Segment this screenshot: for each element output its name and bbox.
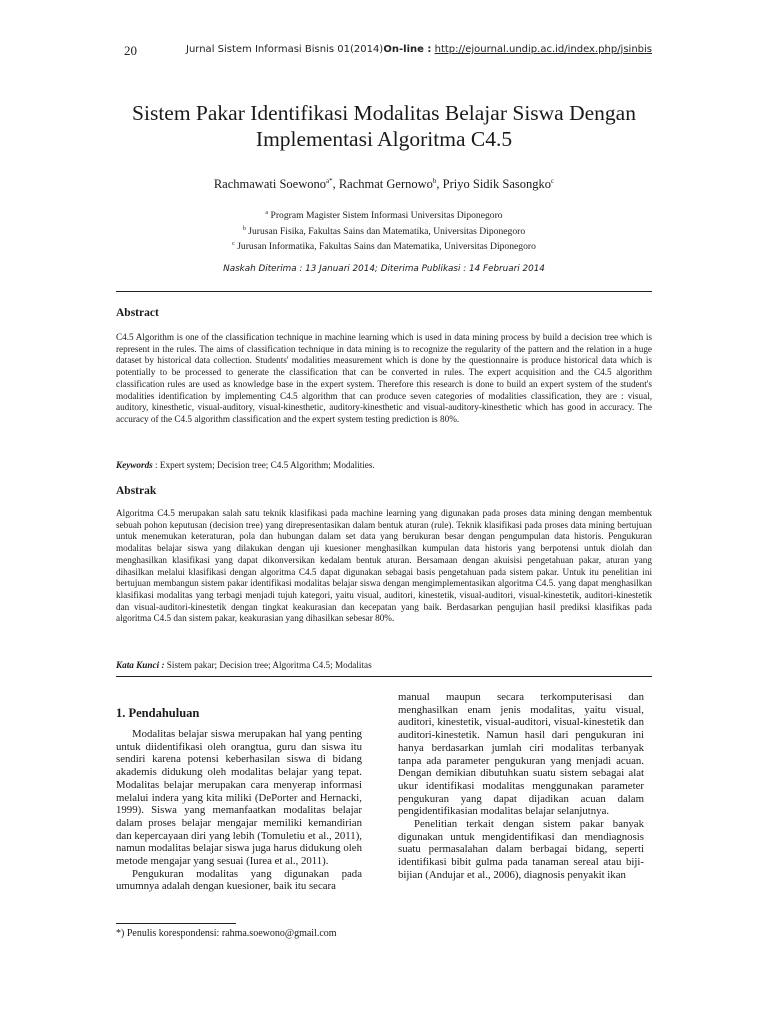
- paper-title: [100, 100, 668, 152]
- right-paragraph-1: manual maupun secara terkomputerisasi dan menghasilkan enam jenis modalitas, yaitu visual, auditori, kinestetik, visual-auditori, visual-kinestetik dan auditori-kinestetik. Namun hasil dari pengukuran ini hanya berdasarkan jumlah ciri modalitas terbanyak tanpa ada parameter pengukuran yang menjadi acuan. Dengan demikian dibutuhkan suatu sistem sebagai alat ukur identifikasi modalitas menggunakan parameter pengukuran yang dapat dijadikan acuan dalam pengidentifikasian modalitas belajar selanjutnya.: [398, 691, 644, 818]
- affiliations: [100, 207, 668, 254]
- affiliation-b: $^b$ Jurusan Fisika, Fakultas Sains dan Matematika, Universitas Diponegoro: [242, 225, 526, 237]
- author-list: [100, 177, 668, 192]
- divider-bottom: [116, 676, 652, 677]
- author-3: , Priyo Sidik Sasongko: [436, 177, 552, 192]
- keywords-text: : Expert system; Decision tree; C4.5 Algorithm; Modalities.: [152, 460, 375, 470]
- title-line-1: Sistem Pakar Identifikasi Modalitas Belajar Siswa Dengan: [132, 101, 636, 125]
- left-paragraph-1: Modalitas belajar siswa merupakan hal yang penting untuk diidentifikasi oleh orangtua, guru dan siswa itu sendiri karena potensi keberhasilan siswa di bidang akademis didukung oleh modalitas belajar yang tepat. Modalitas belajar merupakan cara menyerap informasi melalui indera yang kita miliki (DePorter and Hernacki, 1999). Siswa yang memanfaatkan modalitas belajar dalam proses belajar mengajar memiliki kemandirian dan kepercayaan diri yang lebih (Tomuletiu et al., 2011), namun modalitas belajar siswa juga harus didukung oleh metode mengajar yang sesuai (Iurea et al., 2011).: [116, 728, 362, 868]
- author-2: , Rachmat Gernowo: [332, 177, 433, 192]
- journal-name: Jurnal Sistem Informasi Bisnis 01(2014): [186, 44, 384, 55]
- abstract-heading: Abstract: [116, 307, 159, 319]
- online-info: [383, 44, 652, 55]
- divider-top: [116, 291, 652, 292]
- author-2-sup: b: [432, 177, 437, 185]
- online-label: On-line :: [383, 44, 432, 55]
- page-number: 20: [124, 43, 137, 58]
- affiliation-a: $^a$ Program Magister Sistem Informasi Universitas Diponegoro: [265, 210, 503, 222]
- running-header: [116, 44, 652, 60]
- left-column: [116, 728, 362, 893]
- keywords: [116, 460, 652, 470]
- author-3-sup: c: [551, 177, 555, 185]
- right-column: [398, 691, 644, 882]
- title-line-2: Implementasi Algoritma C4.5: [255, 127, 513, 151]
- footnote: *) Penulis korespondensi: rahma.soewono@gmail.com: [116, 928, 337, 939]
- submission-dates: Naskah Diterima : 13 Januari 2014; Diterima Publikasi : 14 Februari 2014: [223, 264, 545, 274]
- kata-kunci-text: Sistem pakar; Decision tree; Algoritma C4.5; Modalitas: [164, 660, 372, 670]
- kata-kunci: [116, 660, 652, 670]
- footnote-rule: [116, 923, 236, 924]
- keywords-label: Keywords: [116, 460, 153, 470]
- abstract-text: C4.5 Algorithm is one of the classification technique in machine learning which is used in data mining process by build a decision tree which is represent in the rules. The aims of classification technique in data mining is to recognize the regularity of the pattern and the relation in a huge dataset by historical data collection. Students' modalities measurement which is done by the questionnaire is produce historical data which is potentially to be processed to generate the classification that can be converted in rules. The expert acquisition and the C4.5 algorithm classification rules are used as knowledge base in the expert system. Therefore this research is done to build an expert system of the student's modalities identification by implementing C4.5 algorithm that can produce seven categories of modalities classification, they are : visual, auditory, kinesthetic, visual-auditory, visual-kinesthetic, auditory-kinesthetic and visual-auditory-kinesthetic which has good in accuracy. The accuracy of the C4.5 algorithm classification and the expert system testing prediction is 80%.: [116, 332, 652, 424]
- author-1-sup: a*: [325, 177, 333, 185]
- author-1: Rachmawati Soewono: [213, 177, 326, 192]
- abstrak-heading: Abstrak: [116, 485, 157, 497]
- section-heading-pendahuluan: 1. Pendahuluan: [116, 706, 200, 720]
- journal-url-link[interactable]: http://ejournal.undip.ac.id/index.php/jsinbis: [434, 44, 652, 55]
- affiliation-c: $^c$ Jurusan Informatika, Fakultas Sains dan Matematika, Universitas Diponegoro: [232, 241, 536, 253]
- left-paragraph-2: Pengukuran modalitas yang digunakan pada umumnya adalah dengan kuesioner, baik itu secara: [116, 867, 362, 893]
- abstrak-text: Algoritma C4.5 merupakan salah satu teknik klasifikasi pada machine learning yang digunakan pada proses data mining dengan membentuk sebuah pohon keputusan (decision tree) yang direpresentasikan dalam bentuk aturan (rule). Teknik klasifikasi pada proses data mining bertujuan untuk menemukan keteraturan, pola dan hubungan dalam set data yang berukuran besar dengan pengumpulan data historis. Pengukuran modalitas belajar siswa yang dilakukan dengan uji kuesioner menghasilkan kumpulan data historis yang berpotensi untuk diolah dan menghasilkan klasifikasi yang dapat dikonversikan kedalam bentuk aturan. Bersamaan dengan akuisisi pengetahuan pakar, aturan yang dihasilkan melalui klasifikasi dengan algoritma C4.5 dapat digunakan sebagai basis pengetahuan pada sistem pakar. Untuk itu penelitian ini bertujuan membangun sistem pakar identifikasi modalitas belajar siswa dengan mengimplementasikan algoritma C4.5. yang dapat menghasilkan klasifikasi modalitas yang terbagi menjadi tujuh kategori, yaitu visual, auditori, kinestetik, visual-auditori, visual-kinestetik, auditori-kinestetik dan visual-auditori-kinestetik dengan tingkat keakurasian dan kecepatan yang baik. Berdasarkan pengujian hasil prediksi klasifikas pada algoritma C4.5 dan sistem pakar, keakurasian yang dihasilkan sebesar 80%.: [116, 508, 652, 624]
- kata-kunci-label: Kata Kunci :: [116, 660, 165, 670]
- right-paragraph-2: Penelitian terkait dengan sistem pakar banyak digunakan untuk mengidentifikasi dan mendiagnosis suatu permasalahan dalam berbagai bidang, seperti identifikasi bibit gulma pada tanaman sereal atau biji-bijian (Andujar et al., 2006), diagnosis penyakit ikan: [398, 818, 644, 881]
